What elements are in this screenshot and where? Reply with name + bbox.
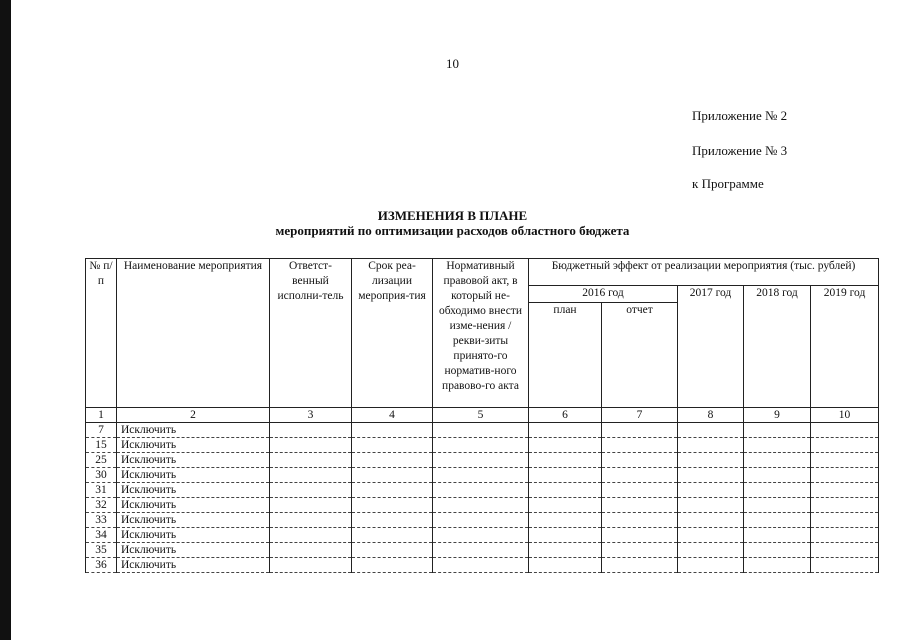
empty-cell (270, 543, 352, 558)
empty-cell (529, 513, 602, 528)
empty-cell (270, 528, 352, 543)
empty-cell (811, 423, 879, 438)
appendix-line-2: Приложение № 3 (692, 143, 788, 158)
page-number: 10 (446, 56, 459, 71)
empty-cell (744, 468, 811, 483)
empty-cell (744, 498, 811, 513)
row-name: Исключить (117, 528, 270, 543)
empty-cell (811, 513, 879, 528)
row-number: 34 (86, 528, 117, 543)
column-number: 7 (602, 408, 678, 423)
empty-cell (433, 438, 529, 453)
row-name: Исключить (117, 483, 270, 498)
empty-cell (811, 483, 879, 498)
column-number: 5 (433, 408, 529, 423)
empty-cell (270, 513, 352, 528)
empty-cell (678, 423, 744, 438)
row-name: Исключить (117, 498, 270, 513)
row-name: Исключить (117, 453, 270, 468)
empty-cell (352, 483, 433, 498)
empty-cell (602, 468, 678, 483)
empty-cell (529, 438, 602, 453)
empty-cell (811, 528, 879, 543)
empty-cell (352, 513, 433, 528)
empty-cell (529, 453, 602, 468)
empty-cell (529, 528, 602, 543)
measures-table (85, 258, 879, 573)
empty-cell (529, 423, 602, 438)
empty-cell (811, 543, 879, 558)
row-name: Исключить (117, 468, 270, 483)
header-year-2019: 2019 год (811, 286, 879, 408)
empty-cell (811, 438, 879, 453)
document-subtitle: мероприятий по оптимизации расходов областного бюджета (275, 223, 630, 238)
column-number: 9 (744, 408, 811, 423)
empty-cell (433, 498, 529, 513)
header-responsible: Ответст-венный исполни-тель (270, 259, 352, 408)
empty-cell (744, 423, 811, 438)
empty-cell (811, 453, 879, 468)
empty-cell (433, 543, 529, 558)
empty-cell (433, 423, 529, 438)
empty-cell (744, 543, 811, 558)
empty-cell (529, 483, 602, 498)
empty-cell (678, 543, 744, 558)
empty-cell (433, 468, 529, 483)
row-number: 7 (86, 423, 117, 438)
empty-cell (811, 498, 879, 513)
row-number: 33 (86, 513, 117, 528)
header-plan: план (529, 303, 602, 408)
empty-cell (678, 468, 744, 483)
header-name: Наименование мероприятия (117, 259, 270, 408)
row-number: 31 (86, 483, 117, 498)
empty-cell (602, 483, 678, 498)
empty-cell (270, 498, 352, 513)
empty-cell (678, 513, 744, 528)
column-number: 2 (117, 408, 270, 423)
empty-cell (352, 498, 433, 513)
row-name: Исключить (117, 513, 270, 528)
column-number: 4 (352, 408, 433, 423)
row-number: 25 (86, 453, 117, 468)
column-number: 10 (811, 408, 879, 423)
empty-cell (602, 558, 678, 573)
empty-cell (602, 438, 678, 453)
header-budget-effect: Бюджетный эффект от реализации мероприятия (тыс. рублей) (529, 259, 879, 286)
row-name: Исключить (117, 558, 270, 573)
empty-cell (744, 528, 811, 543)
header-year-2018: 2018 год (744, 286, 811, 408)
empty-cell (678, 558, 744, 573)
column-number: 8 (678, 408, 744, 423)
table-row (86, 528, 879, 543)
table-row (86, 543, 879, 558)
empty-cell (352, 423, 433, 438)
table-row (86, 498, 879, 513)
empty-cell (352, 438, 433, 453)
header-report: отчет (602, 303, 678, 408)
row-number: 15 (86, 438, 117, 453)
empty-cell (602, 453, 678, 468)
empty-cell (433, 513, 529, 528)
table-row (86, 513, 879, 528)
header-legal-act: Нормативный правовой акт, в который не-обходимо внести изме-нения / рекви-зиты принято-го норматив-ного правово-го акта (433, 259, 529, 408)
empty-cell (270, 453, 352, 468)
row-number: 30 (86, 468, 117, 483)
empty-cell (811, 468, 879, 483)
empty-cell (352, 528, 433, 543)
empty-cell (352, 543, 433, 558)
empty-cell (678, 453, 744, 468)
document-title: ИЗМЕНЕНИЯ В ПЛАНЕ (377, 208, 528, 223)
empty-cell (433, 558, 529, 573)
row-number: 32 (86, 498, 117, 513)
empty-cell (678, 528, 744, 543)
table-row (86, 423, 879, 438)
row-number: 36 (86, 558, 117, 573)
empty-cell (744, 513, 811, 528)
empty-cell (744, 558, 811, 573)
column-number: 1 (86, 408, 117, 423)
table-row (86, 453, 879, 468)
empty-cell (678, 438, 744, 453)
appendix-line-1: Приложение № 2 (692, 108, 788, 123)
empty-cell (270, 468, 352, 483)
column-number: 3 (270, 408, 352, 423)
table-row (86, 558, 879, 573)
empty-cell (270, 558, 352, 573)
table-row (86, 468, 879, 483)
row-number: 35 (86, 543, 117, 558)
empty-cell (433, 453, 529, 468)
empty-cell (529, 543, 602, 558)
empty-cell (352, 468, 433, 483)
empty-cell (744, 438, 811, 453)
row-name: Исключить (117, 438, 270, 453)
scan-edge-shadow (0, 0, 11, 640)
empty-cell (270, 438, 352, 453)
header-year-2017: 2017 год (678, 286, 744, 408)
empty-cell (678, 483, 744, 498)
empty-cell (678, 498, 744, 513)
empty-cell (270, 423, 352, 438)
column-number-row (86, 408, 879, 423)
empty-cell (270, 483, 352, 498)
empty-cell (744, 453, 811, 468)
empty-cell (602, 423, 678, 438)
table-row (86, 438, 879, 453)
empty-cell (529, 498, 602, 513)
empty-cell (352, 558, 433, 573)
column-number: 6 (529, 408, 602, 423)
header-year-2016: 2016 год (529, 286, 678, 303)
empty-cell (602, 498, 678, 513)
empty-cell (602, 528, 678, 543)
empty-cell (529, 468, 602, 483)
empty-cell (811, 558, 879, 573)
empty-cell (352, 453, 433, 468)
header-num: № п/п (86, 259, 117, 408)
appendix-line-3: к Программе (692, 176, 764, 191)
empty-cell (602, 543, 678, 558)
empty-cell (433, 528, 529, 543)
row-name: Исключить (117, 543, 270, 558)
row-name: Исключить (117, 423, 270, 438)
empty-cell (433, 483, 529, 498)
empty-cell (602, 513, 678, 528)
table-row (86, 483, 879, 498)
header-deadline: Срок реа-лизации мероприя-тия (352, 259, 433, 408)
empty-cell (744, 483, 811, 498)
empty-cell (529, 558, 602, 573)
